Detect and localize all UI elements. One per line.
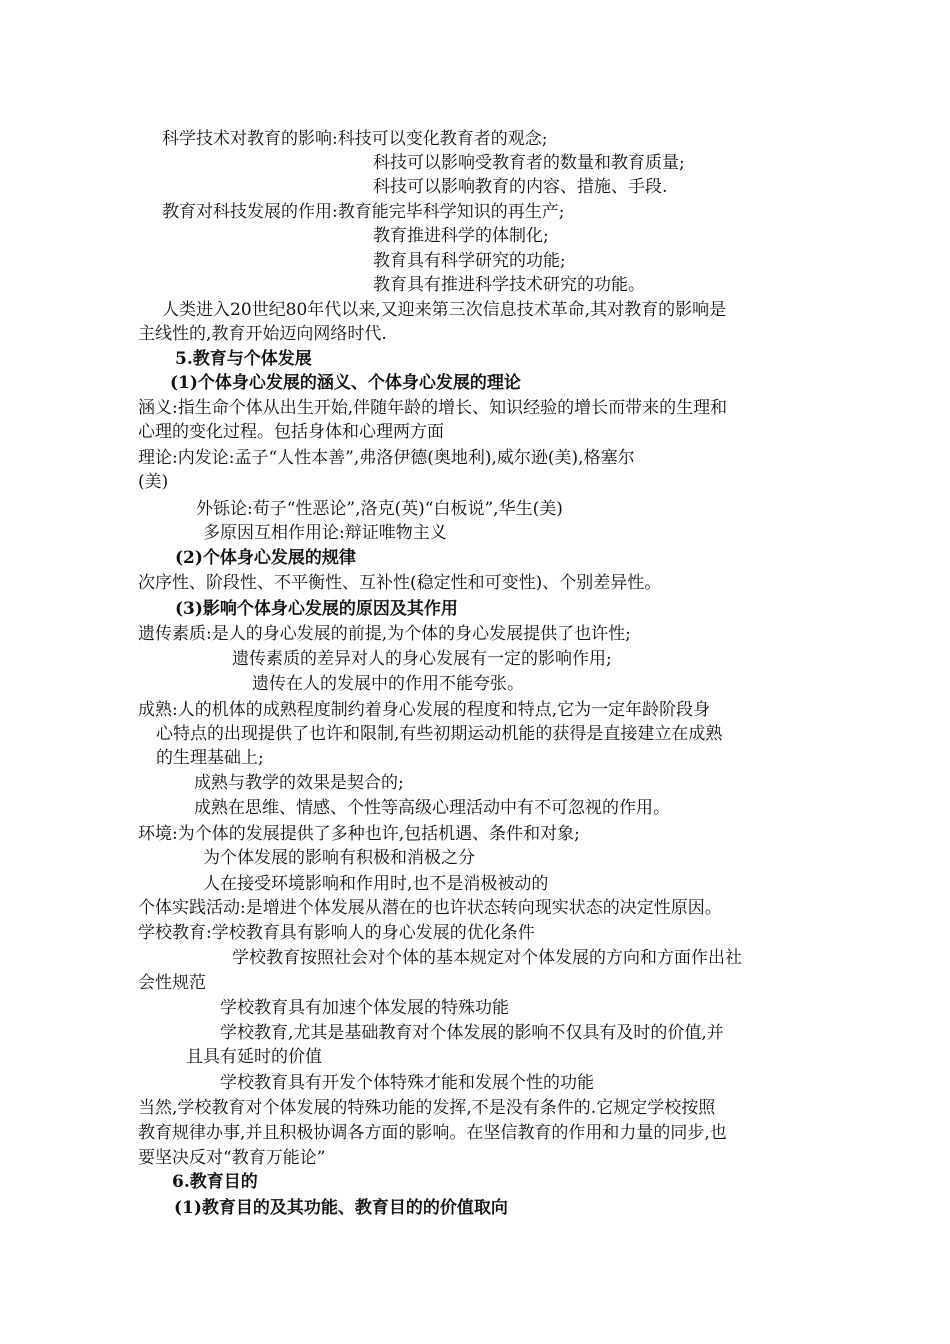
- section-heading: 5.教育与个体发展: [175, 349, 312, 369]
- text-line: 主线性的,教育开始迈向网络时代.: [138, 324, 387, 344]
- text-line: 学校教育,尤其是基础教育对个体发展的影响不仅具有及时的价值,并: [220, 1023, 724, 1043]
- text-line: 涵义:指生命个体从出生开始,伴随年龄的增长、知识经验的增长而带来的生理和: [138, 398, 728, 418]
- text-line: 心特点的出现提供了也许和限制,有些初期运动机能的获得是直接建立在成熟: [156, 724, 723, 744]
- text-line: 科技可以影响教育的内容、措施、手段.: [373, 177, 668, 197]
- text-line: 心理的变化过程。包括身体和心理两方面: [138, 422, 444, 442]
- text-line: 学校教育:学校教育具有影响人的身心发展的优化条件: [138, 923, 535, 943]
- subsection-heading: (2)个体身心发展的规律: [175, 548, 356, 568]
- text-line: 学校教育按照社会对个体的基本规定对个体发展的方向和方面作出社: [232, 948, 742, 968]
- text-line: 遗传素质:是人的身心发展的前提,为个体的身心发展提供了也许性;: [138, 624, 631, 644]
- text-line: 科技可以影响受教育者的数量和教育质量;: [373, 153, 685, 173]
- text-line: (美): [138, 472, 169, 492]
- text-line: 教育规律办事,并且积极协调各方面的影响。在坚信教育的作用和力量的同步,也: [138, 1123, 727, 1143]
- text-line: 当然,学校教育对个体发展的特殊功能的发挥,不是没有条件的.它规定学校按照: [138, 1098, 716, 1118]
- subsection-heading: (3)影响个体身心发展的原因及其作用: [175, 599, 458, 619]
- text-line: 人类进入20世纪80年代以来,又迎来第三次信息技术革命,其对教育的影响是: [162, 300, 727, 320]
- text-line: 教育具有推进科学技术研究的功能。: [373, 275, 645, 295]
- text-line: 环境:为个体的发展提供了多种也许,包括机遇、条件和对象;: [138, 824, 580, 844]
- text-line: 要坚决反对“教育万能论”: [138, 1148, 326, 1168]
- text-line: 理论:内发论:孟子“人性本善”,弗洛伊德(奥地利),威尔逊(美),格塞尔: [138, 448, 635, 468]
- text-line: 教育推进科学的体制化;: [373, 226, 549, 246]
- text-line: 为个体发展的影响有积极和消极之分: [203, 848, 475, 868]
- section-heading: 6.教育目的: [172, 1172, 258, 1192]
- text-line: 多原因互相作用论:辩证唯物主义: [203, 523, 447, 543]
- subsection-heading: (1)教育目的及其功能、教育目的的价值取向: [174, 1198, 508, 1218]
- text-line: 遗传在人的发展中的作用不能夸张。: [252, 674, 524, 694]
- text-line: 外铄论:荀子“性恶论”,洛克(英)“白板说”,华生(美): [196, 499, 563, 519]
- text-line: 的生理基础上;: [156, 748, 264, 768]
- text-line: 学校教育具有加速个体发展的特殊功能: [220, 998, 509, 1018]
- text-line: 成熟与教学的效果是契合的;: [194, 773, 404, 793]
- text-line: 教育具有科学研究的功能;: [373, 251, 566, 271]
- text-line: 成熟:人的机体的成熟程度制约着身心发展的程度和特点,它为一定年龄阶段身: [138, 700, 711, 720]
- text-line: 次序性、阶段性、不平衡性、互补性(稳定性和可变性)、个别差异性。: [138, 573, 662, 593]
- text-line: 遗传素质的差异对人的身心发展有一定的影响作用;: [232, 649, 612, 669]
- text-line: 且具有延时的价值: [186, 1047, 322, 1067]
- text-line: 成熟在思维、情感、个性等高级心理活动中有不可忽视的作用。: [194, 798, 670, 818]
- text-line: 教育对科技发展的作用:教育能完毕科学知识的再生产;: [162, 202, 565, 222]
- text-line: 科学技术对教育的影响:科技可以变化教育者的观念;: [162, 129, 548, 149]
- text-line: 人在接受环境影响和作用时,也不是消极被动的: [203, 874, 549, 894]
- text-line: 会性规范: [138, 973, 206, 993]
- subsection-heading: (1)个体身心发展的涵义、个体身心发展的理论: [170, 373, 521, 393]
- text-line: 个体实践活动:是增进个体发展从潜在的也许状态转向现实状态的决定性原因。: [138, 898, 722, 918]
- text-line: 学校教育具有开发个体特殊才能和发展个性的功能: [220, 1073, 594, 1093]
